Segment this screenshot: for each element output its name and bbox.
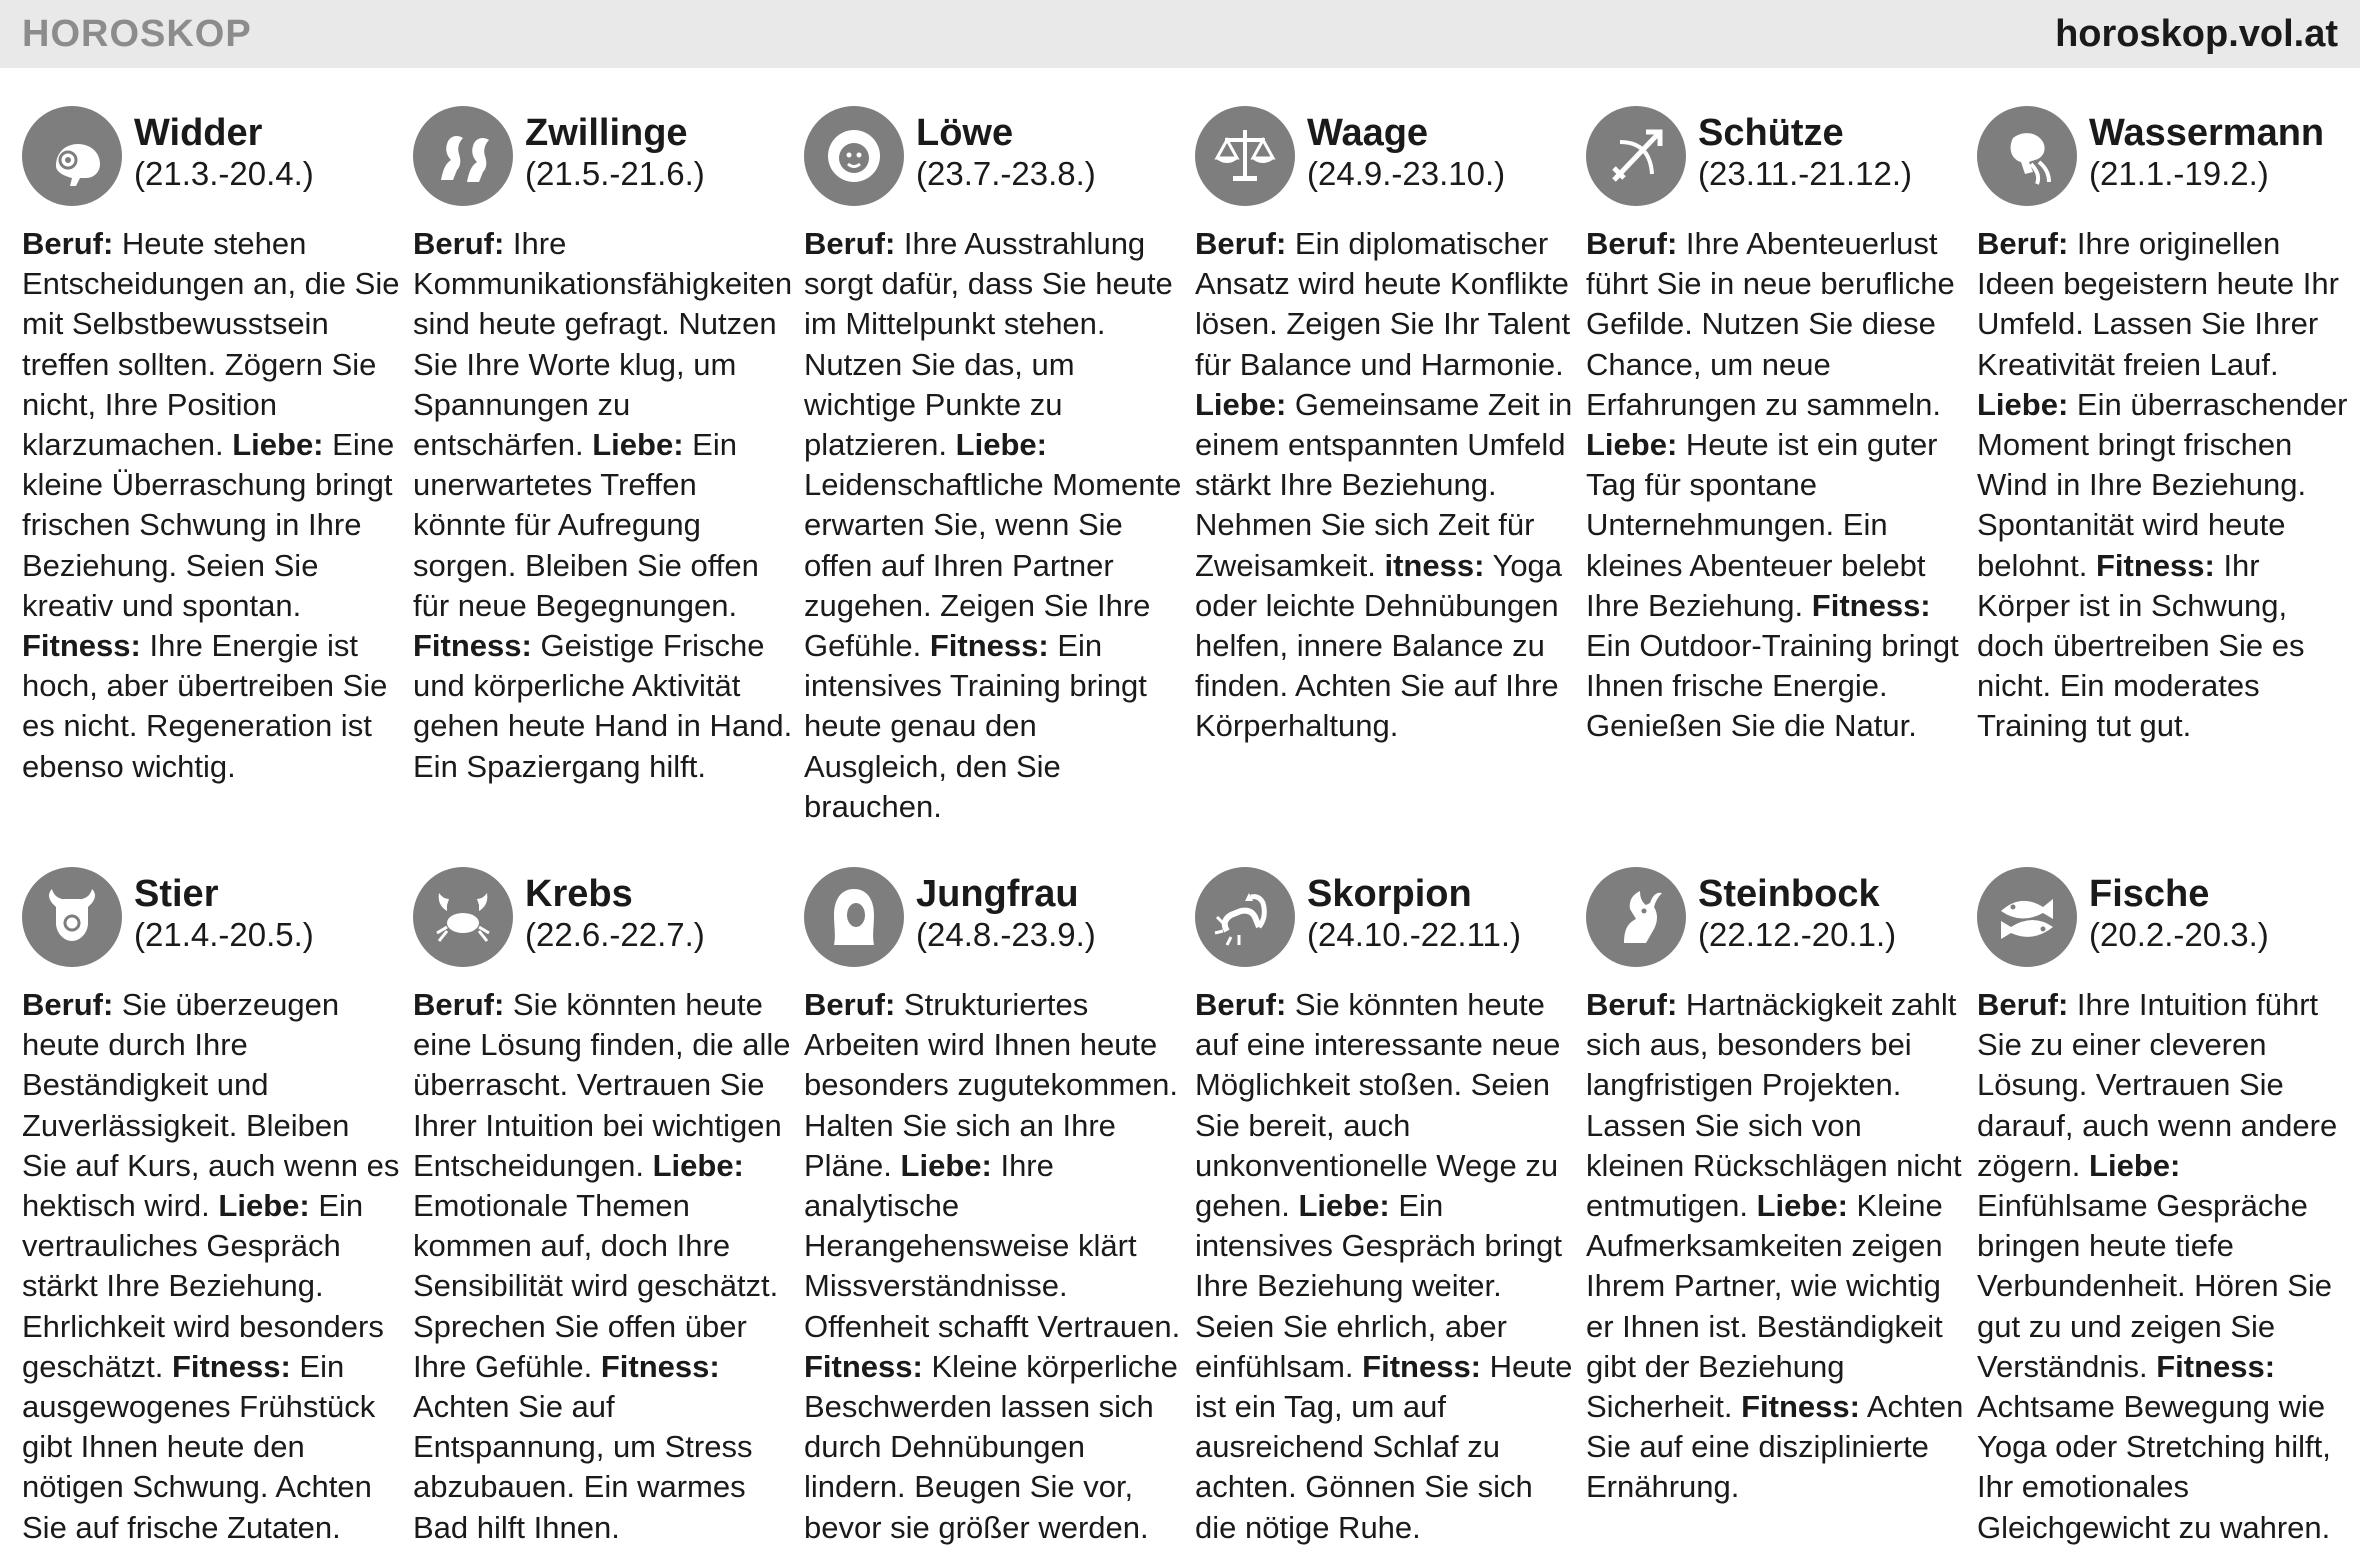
liebe-label: Liebe: <box>900 1147 992 1183</box>
liebe-text: Heute ist ein guter Tag für spontane Unternehmungen. Ein kleines Abenteuer belebt Ihre Beziehung. <box>1586 427 1938 623</box>
sign-card-steinbock <box>1586 867 1966 1548</box>
sign-dates: (24.8.-23.9.) <box>916 916 1096 954</box>
sign-dates: (23.11.-21.12.) <box>1698 155 1913 192</box>
sign-text <box>1977 985 2357 1548</box>
scorpion-icon <box>1195 867 1295 967</box>
header-title: HOROSKOP <box>22 12 252 55</box>
sign-card-wassermann <box>1977 106 2357 827</box>
fitness-label: itness: <box>1384 547 1485 583</box>
ram-icon <box>22 106 122 206</box>
sign-header <box>413 106 793 214</box>
sign-titles <box>1307 867 1521 955</box>
sign-text <box>1586 224 1966 747</box>
liebe-text: Gemeinsame Zeit in einem entspannten Umfeld stärkt Ihre Beziehung. Nehmen Sie sich Zeit für Zweisamkeit. <box>1195 386 1573 583</box>
fitness-text: Ein intensives Training bringt heute genau den Ausgleich, den Sie brauchen. <box>804 628 1147 824</box>
liebe-label: Liebe: <box>1756 1188 1848 1224</box>
beruf-text: Ihre Abenteuerlust führt Sie in neue berufliche Gefilde. Nutzen Sie diese Chance, um neue Erfahrungen zu sammeln. <box>1586 226 1955 422</box>
sign-header <box>1586 106 1966 214</box>
sign-header <box>1977 867 2357 975</box>
beruf-label: Beruf: <box>1977 226 2069 261</box>
sign-header <box>1586 867 1966 975</box>
sign-header <box>413 867 793 975</box>
sign-header <box>1195 106 1575 214</box>
liebe-label: Liebe: <box>1977 386 2069 422</box>
sign-header <box>1195 867 1575 975</box>
sign-name: Steinbock <box>1698 873 1880 916</box>
beruf-label: Beruf: <box>22 987 114 1023</box>
fitness-text: Ihre Energie ist hoch, aber übertreiben Sie es nicht. Regeneration ist ebenso wichtig. <box>22 628 388 784</box>
fitness-label: Fitness: <box>2095 547 2215 583</box>
sign-titles <box>525 106 705 194</box>
sign-card-schuetze <box>1586 106 1966 827</box>
sign-card-jungfrau <box>804 867 1184 1548</box>
beruf-label: Beruf: <box>413 987 505 1023</box>
sign-text <box>413 224 793 787</box>
liebe-label: Liebe: <box>218 1188 310 1224</box>
crab-icon <box>413 867 513 967</box>
sign-header <box>804 867 1184 975</box>
fitness-label: Fitness: <box>413 628 532 664</box>
sign-name: Jungfrau <box>916 873 1079 916</box>
sign-titles <box>2089 867 2269 955</box>
beruf-label: Beruf: <box>1195 226 1287 261</box>
sign-titles <box>1307 106 1505 194</box>
liebe-label: Liebe: <box>1586 427 1678 463</box>
fitness-label: Fitness: <box>1811 587 1931 623</box>
archer-icon <box>1586 106 1686 206</box>
sign-card-loewe <box>804 106 1184 827</box>
sign-dates: (21.1.-19.2.) <box>2089 155 2269 192</box>
fitness-label: Fitness: <box>1741 1389 1860 1425</box>
beruf-text: Heute stehen Entscheidungen an, die Sie mit Selbstbewusstsein treffen sollten. Zögern Sie nicht, Ihre Position klarzumachen. <box>22 226 400 463</box>
sign-card-krebs <box>413 867 793 1548</box>
sign-text <box>22 985 402 1548</box>
fitness-text: Heute ist ein Tag, um auf ausreichend Schlaf zu achten. Gönnen Sie sich die nötige Ruhe. <box>1195 1348 1573 1545</box>
sign-text <box>1195 985 1575 1548</box>
sign-titles <box>916 867 1096 955</box>
fitness-text: Achten Sie auf Entspannung, um Stress abzubauen. Ein warmes Bad hilft Ihnen. <box>413 1389 753 1545</box>
beruf-label: Beruf: <box>22 226 114 261</box>
fitness-label: Fitness: <box>600 1348 720 1384</box>
sign-card-widder <box>22 106 402 827</box>
beruf-label: Beruf: <box>1586 987 1678 1023</box>
horoscope-grid <box>22 106 2348 1548</box>
beruf-text: Ihre Kommunikationsfähigkeiten sind heute gefragt. Nutzen Sie Ihre Worte klug, um Spannungen zu entschärfen. <box>413 226 793 463</box>
liebe-text: Einfühlsame Gespräche bringen heute tiefe Verbundenheit. Hören Sie gut zu und zeigen Sie Verständnis. <box>1977 1188 2333 1384</box>
sign-titles <box>916 106 1096 194</box>
fitness-text: Kleine körperliche Beschwerden lassen sich durch Dehnübungen lindern. Beugen Sie vor, bevor sie größer werden. <box>804 1348 1178 1545</box>
sign-dates: (22.12.-20.1.) <box>1698 916 1897 954</box>
beruf-text: Hartnäckigkeit zahlt sich aus, besonders bei langfristigen Projekten. Lassen Sie sich von kleinen Rückschlägen nicht entmutigen. <box>1586 987 1962 1224</box>
sign-header <box>22 867 402 975</box>
fitness-label: Fitness: <box>2156 1348 2276 1384</box>
beruf-label: Beruf: <box>1586 226 1678 261</box>
sign-titles <box>1698 867 1896 955</box>
beruf-label: Beruf: <box>1977 987 2069 1023</box>
sign-name: Skorpion <box>1307 873 1472 916</box>
fish-icon <box>1977 867 2077 967</box>
header-site: horoskop.vol.at <box>2055 12 2338 55</box>
sign-name: Zwillinge <box>525 112 688 154</box>
beruf-text: Sie könnten heute eine Lösung finden, die alle überrascht. Vertrauen Sie Ihrer Intuition bei wichtigen Entscheidungen. <box>413 987 791 1183</box>
sign-name: Stier <box>134 873 219 916</box>
sign-card-skorpion <box>1195 867 1575 1548</box>
fitness-text: Yoga oder leichte Dehnübungen helfen, innere Balance zu finden. Achten Sie auf Ihre Körperhaltung. <box>1195 547 1563 744</box>
liebe-text: Ein intensives Gespräch bringt Ihre Beziehung weiter. Seien Sie ehrlich, aber einfühlsam. <box>1195 1188 1563 1384</box>
sign-titles <box>2089 106 2324 194</box>
sign-card-zwillinge <box>413 106 793 827</box>
liebe-label: Liebe: <box>592 427 684 463</box>
lion-icon <box>804 106 904 206</box>
liebe-text: Leidenschaftliche Momente erwarten Sie, wenn Sie offen auf Ihren Partner zugehen. Zeigen Sie Ihre Gefühle. <box>804 467 1182 664</box>
beruf-text: Ein diplomatischer Ansatz wird heute Konflikte lösen. Zeigen Sie Ihr Talent für Balance und Harmonie. <box>1195 226 1571 382</box>
sign-titles <box>525 867 705 955</box>
goat-icon <box>1586 867 1686 967</box>
fitness-text: Ein ausgewogenes Frühstück gibt Ihnen heute den nötigen Schwung. Achten Sie auf frische Zutaten. <box>22 1348 376 1545</box>
liebe-text: Kleine Aufmerksamkeiten zeigen Ihrem Partner, wie wichtig er Ihnen ist. Beständigkeit gibt der Beziehung Sicherheit. <box>1586 1188 1943 1425</box>
sign-text <box>413 985 793 1548</box>
sign-header <box>804 106 1184 214</box>
liebe-text: Ein überraschender Moment bringt frischen Wind in Ihre Beziehung. Spontanität wird heute belohnt. <box>1977 386 2348 583</box>
beruf-text: Ihre Ausstrahlung sorgt dafür, dass Sie heute im Mittelpunkt stehen. Nutzen Sie das, um wichtige Punkte zu platzieren. <box>804 226 1173 463</box>
liebe-label: Liebe: <box>652 1147 744 1183</box>
liebe-label: Liebe: <box>232 427 324 463</box>
sign-titles <box>1698 106 1912 194</box>
beruf-text: Ihre originellen Ideen begeistern heute Ihr Umfeld. Lassen Sie Ihrer Kreativität freien Lauf. <box>1977 226 2339 382</box>
sign-text <box>804 224 1184 827</box>
water-bearer-icon <box>1977 106 2077 206</box>
sign-text <box>1977 224 2357 747</box>
page-header <box>0 0 2360 68</box>
sign-card-stier <box>22 867 402 1548</box>
sign-name: Waage <box>1307 112 1429 154</box>
sign-name: Wassermann <box>2089 112 2325 154</box>
sign-text <box>22 224 402 787</box>
sign-name: Widder <box>134 112 263 154</box>
liebe-label: Liebe: <box>955 427 1047 463</box>
beruf-text: Strukturiertes Arbeiten wird Ihnen heute besonders zugutekommen. Halten Sie sich an Ihre Pläne. <box>804 987 1178 1183</box>
fitness-text: Achten Sie auf eine disziplinierte Ernährung. <box>1586 1389 1964 1505</box>
sign-dates: (24.10.-22.11.) <box>1307 916 1522 954</box>
liebe-text: Ein unerwartetes Treffen könnte für Aufregung sorgen. Bleiben Sie offen für neue Begegnungen. <box>413 427 759 623</box>
beruf-label: Beruf: <box>804 987 896 1023</box>
sign-dates: (20.2.-20.3.) <box>2089 916 2269 954</box>
beruf-label: Beruf: <box>413 226 505 261</box>
sign-titles <box>134 867 314 955</box>
sign-dates: (21.5.-21.6.) <box>525 155 705 192</box>
fitness-label: Fitness: <box>171 1348 291 1384</box>
fitness-label: Fitness: <box>22 628 141 664</box>
fitness-text: Geistige Frische und körperliche Aktivität gehen heute Hand in Hand. Ein Spaziergang hilft. <box>413 628 793 784</box>
liebe-label: Liebe: <box>1195 386 1287 422</box>
sign-card-fische <box>1977 867 2357 1548</box>
liebe-text: Ihre analytische Herangehensweise klärt Missverständnisse. Offenheit schafft Vertrauen. <box>804 1147 1181 1344</box>
fitness-label: Fitness: <box>1362 1348 1482 1384</box>
sign-name: Fische <box>2089 873 2210 916</box>
scales-icon <box>1195 106 1295 206</box>
beruf-text: Sie könnten heute auf eine interessante neue Möglichkeit stoßen. Seien Sie bereit, auch unkonventionelle Wege zu gehen. <box>1195 987 1561 1224</box>
sign-text <box>1195 224 1575 747</box>
sign-name: Löwe <box>916 112 1014 154</box>
liebe-label: Liebe: <box>1298 1188 1390 1224</box>
fitness-text: Ein Outdoor-Training bringt Ihnen frische Energie. Genießen Sie die Natur. <box>1586 628 1959 744</box>
liebe-text: Emotionale Themen kommen auf, doch Ihre Sensibilität wird geschätzt. Sprechen Sie offen über Ihre Gefühle. <box>413 1188 779 1384</box>
sign-text <box>804 985 1184 1548</box>
sign-text <box>1586 985 1966 1508</box>
bull-icon <box>22 867 122 967</box>
beruf-text: Sie überzeugen heute durch Ihre Beständigkeit und Zuverlässigkeit. Bleiben Sie auf Kurs, auch wenn es hektisch wird. <box>22 987 400 1224</box>
sign-header <box>1977 106 2357 214</box>
sign-header <box>22 106 402 214</box>
liebe-text: Ein vertrauliches Gespräch stärkt Ihre Beziehung. Ehrlichkeit wird besonders geschätzt. <box>22 1188 384 1384</box>
sign-name: Schütze <box>1698 112 1844 154</box>
fitness-label: Fitness: <box>929 628 1049 664</box>
sign-name: Krebs <box>525 873 633 916</box>
fitness-label: Fitness: <box>804 1348 923 1384</box>
sign-dates: (21.4.-20.5.) <box>134 916 314 954</box>
sign-titles <box>134 106 314 194</box>
beruf-label: Beruf: <box>1195 987 1287 1023</box>
fitness-text: Achtsame Bewegung wie Yoga oder Stretching hilft, Ihr emotionales Gleichgewicht zu wahren. <box>1977 1389 2331 1545</box>
liebe-text: Eine kleine Überraschung bringt frischen Schwung in Ihre Beziehung. Seien Sie kreativ und spontan. <box>22 427 395 623</box>
liebe-label: Liebe: <box>2089 1147 2181 1183</box>
sign-dates: (21.3.-20.4.) <box>134 155 314 192</box>
sign-dates: (24.9.-23.10.) <box>1307 155 1506 192</box>
fitness-text: Ihr Körper ist in Schwung, doch übertreiben Sie es nicht. Ein moderates Training tut gut. <box>1977 547 2305 744</box>
beruf-text: Ihre Intuition führt Sie zu einer cleveren Lösung. Vertrauen Sie darauf, auch wenn andere zögern. <box>1977 987 2338 1183</box>
beruf-label: Beruf: <box>804 226 896 261</box>
virgin-icon <box>804 867 904 967</box>
twins-icon <box>413 106 513 206</box>
sign-dates: (22.6.-22.7.) <box>525 916 705 954</box>
sign-dates: (23.7.-23.8.) <box>916 155 1096 192</box>
sign-card-waage <box>1195 106 1575 827</box>
